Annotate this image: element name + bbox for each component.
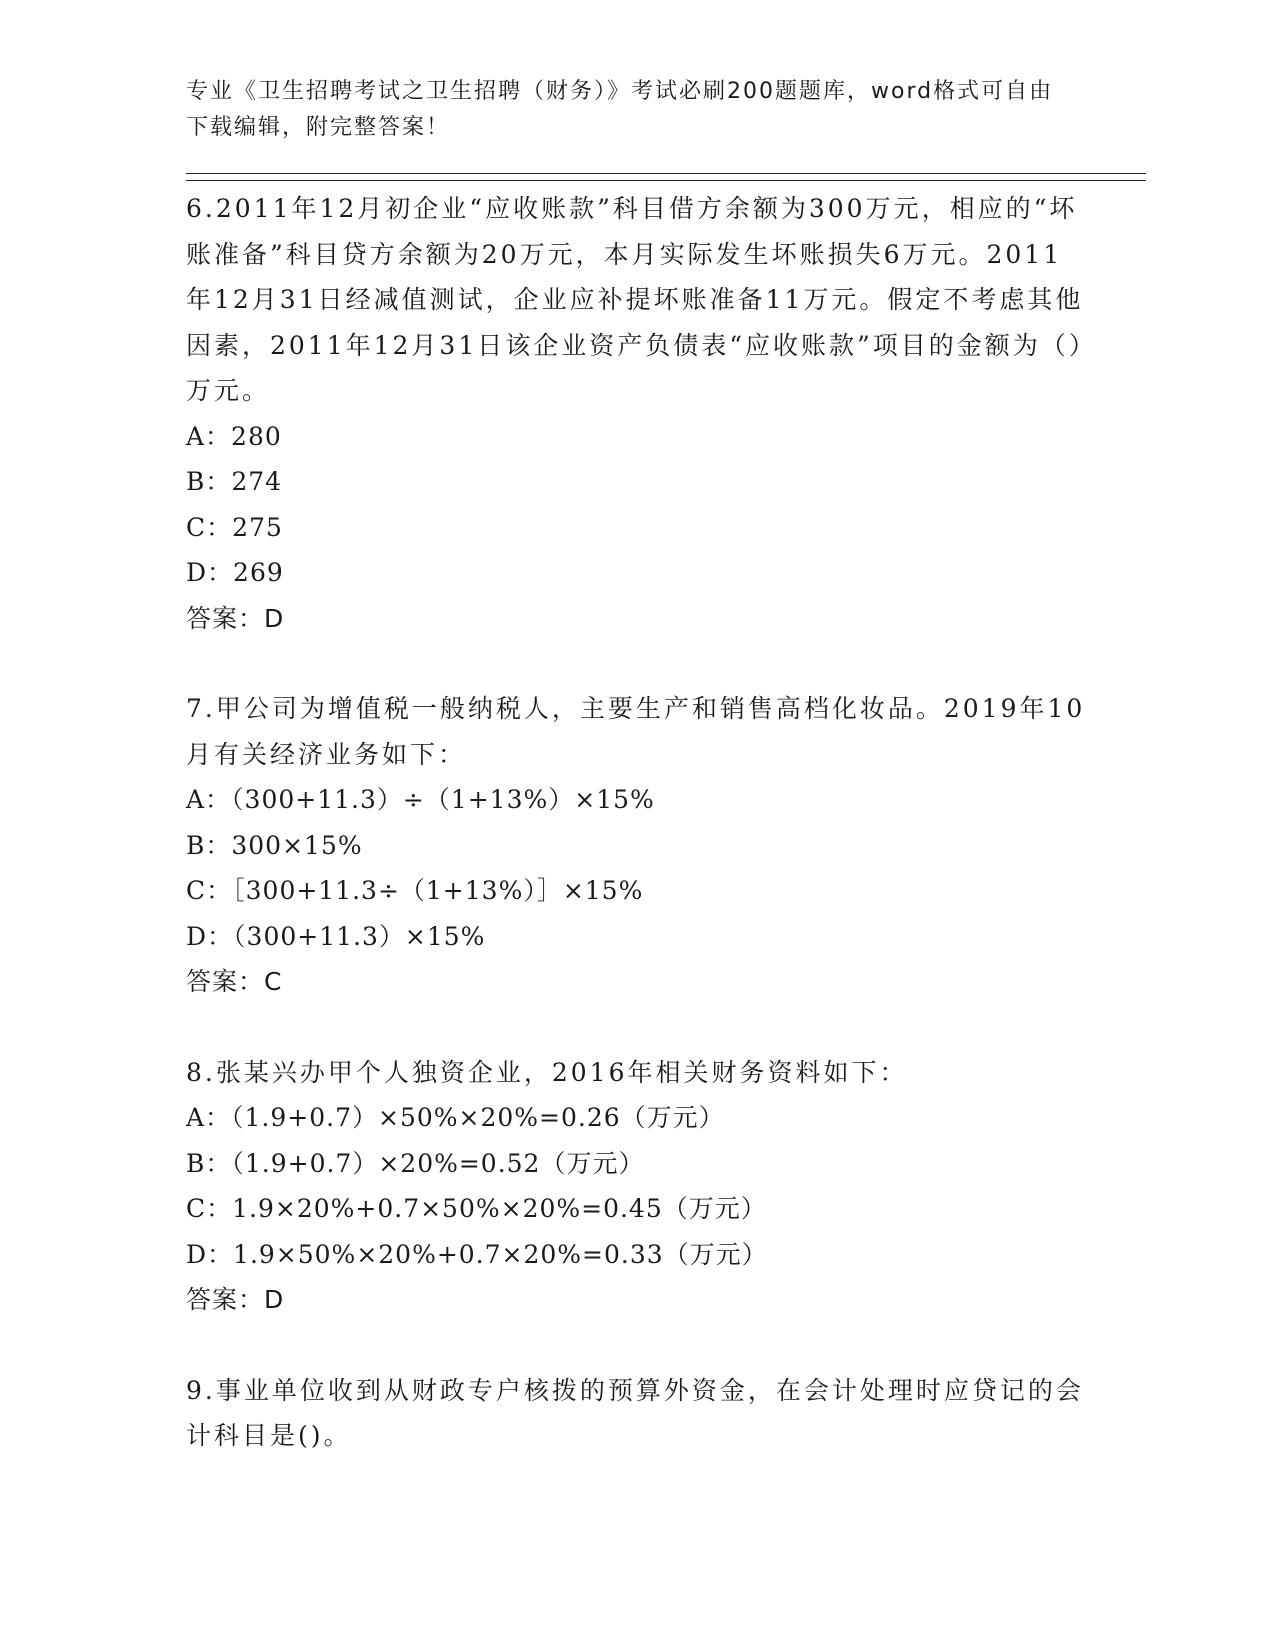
option-a: A：（1.9+0.7）×50%×20%=0.26（万元）	[186, 1103, 725, 1132]
document-header: 专业《卫生招聘考试之卫生招聘（财务）》考试必刷200题题库，word格式可自由下载编辑，附完整答案！	[186, 79, 1054, 140]
option-b: B：300×15%	[186, 830, 363, 860]
question-8	[186, 1050, 1086, 1323]
answer-line: 答案：D	[186, 603, 285, 633]
option-a: A：（300+11.3）÷（1+13%）×15%	[186, 785, 655, 814]
question-9	[186, 1368, 1086, 1459]
header-divider-top	[186, 173, 1146, 174]
option-c: C：275	[186, 512, 283, 542]
question-6	[186, 186, 1086, 641]
question-list	[186, 186, 1086, 1459]
answer-line: 答案：D	[186, 1285, 285, 1314]
answer-line: 答案：C	[186, 967, 283, 996]
option-d: D：269	[186, 558, 284, 587]
option-c: C：［300+11.3÷（1+13%）］×15%	[186, 876, 644, 905]
option-d: D：1.9×50%×20%+0.7×20%=0.33（万元）	[186, 1239, 768, 1269]
question-spacer	[186, 1323, 1086, 1368]
question-7	[186, 686, 1086, 1005]
option-b: B：（1.9+0.7）×20%=0.52（万元）	[186, 1148, 645, 1178]
question-stem: 9.事业单位收到从财政专户核拨的预算外资金，在会计处理时应贷记的会计科目是()。	[186, 1375, 1084, 1450]
header-divider-bottom	[186, 180, 1146, 181]
option-b: B：274	[186, 467, 283, 496]
option-a: A：280	[186, 421, 282, 451]
option-d: D：（300+11.3）×15%	[186, 921, 486, 951]
question-stem: 7.甲公司为增值税一般纳税人，主要生产和销售高档化妆品。2019年10月有关经济业务如下：	[186, 694, 1086, 769]
question-spacer	[186, 641, 1086, 686]
question-spacer	[186, 1005, 1086, 1050]
question-stem: 8.张某兴办甲个人独资企业，2016年相关财务资料如下：	[186, 1057, 908, 1087]
question-stem: 6.2011年12月初企业“应收账款”科目借方余额为300万元，相应的“坏账准备”科目贷方余额为20万元，本月实际发生坏账损失6万元。2011年12月31日经减值测试，企业应补提坏账准备11万元。假定不考虑其他因素，2011年12月31日该企业资产负债表“应收账款”项目的金额为（）万元。	[186, 194, 1085, 405]
option-c: C：1.9×20%+0.7×50%×20%=0.45（万元）	[186, 1194, 767, 1223]
